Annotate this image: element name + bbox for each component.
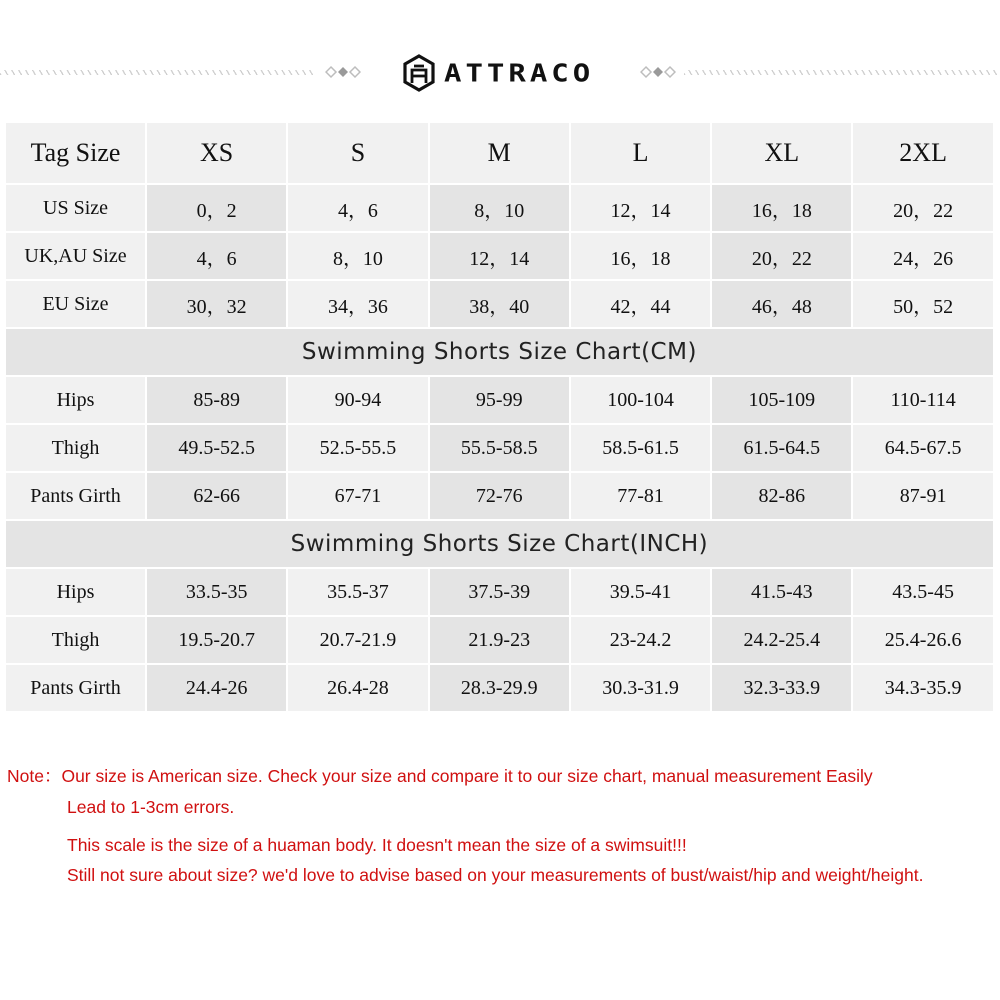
cell: 58.5-61.5: [570, 424, 711, 472]
note-line-4: Still not sure about size? we'd love to advise based on your measurements of bust/waist/hip and weight/height.: [67, 865, 924, 885]
cell: 105-109: [711, 376, 852, 424]
tag-size-header-row: [5, 122, 994, 184]
cell: 24.2-25.4: [711, 616, 852, 664]
cell: 38，40: [429, 280, 570, 328]
row-label: Thigh: [5, 424, 146, 472]
cell: 77-81: [570, 472, 711, 520]
cell: 46，48: [711, 280, 852, 328]
size-header-xl: XL: [711, 122, 852, 184]
cell: 30，32: [146, 280, 287, 328]
section-title: Swimming Shorts Size Chart(INCH): [5, 520, 994, 568]
cell: 34.3-35.9: [852, 664, 993, 712]
cell: 8，10: [287, 232, 428, 280]
row-label: Pants Girth: [5, 664, 146, 712]
cell: 64.5-67.5: [852, 424, 993, 472]
cell: 25.4-26.6: [852, 616, 993, 664]
uk-au-size-row: [5, 232, 994, 280]
cell: 0，2: [146, 184, 287, 232]
brand-name: ATTRACO: [444, 58, 595, 88]
note-line-3: This scale is the size of a huaman body. It doesn't mean the size of a swimsuit!!!: [67, 835, 687, 855]
cell: 49.5-52.5: [146, 424, 287, 472]
cell: 20，22: [852, 184, 993, 232]
diamond-ornament-right-icon: [640, 65, 676, 79]
cell: 24.4-26: [146, 664, 287, 712]
cm-hips-row: [5, 376, 994, 424]
size-header-2xl: 2XL: [852, 122, 993, 184]
cell: 23-24.2: [570, 616, 711, 664]
cell: 19.5-20.7: [146, 616, 287, 664]
cell: 26.4-28: [287, 664, 428, 712]
row-label: Thigh: [5, 616, 146, 664]
cell: 30.3-31.9: [570, 664, 711, 712]
row-label: US Size: [5, 184, 146, 232]
cell: 50，52: [852, 280, 993, 328]
row-label: Pants Girth: [5, 472, 146, 520]
cell: 37.5-39: [429, 568, 570, 616]
cell: 39.5-41: [570, 568, 711, 616]
cell: 110-114: [852, 376, 993, 424]
cell: 55.5-58.5: [429, 424, 570, 472]
cell: 12，14: [570, 184, 711, 232]
cell: 52.5-55.5: [287, 424, 428, 472]
inch-hips-row: [5, 568, 994, 616]
row-label: Hips: [5, 376, 146, 424]
size-header-l: L: [570, 122, 711, 184]
row-label: EU Size: [5, 280, 146, 328]
inch-thigh-row: [5, 616, 994, 664]
decorative-hatch-left: [0, 70, 316, 75]
cell: 16，18: [570, 232, 711, 280]
cell: 95-99: [429, 376, 570, 424]
inch-pants-girth-row: [5, 664, 994, 712]
cm-pants-girth-row: [5, 472, 994, 520]
row-label: Hips: [5, 568, 146, 616]
cell: 34，36: [287, 280, 428, 328]
cell: 33.5-35: [146, 568, 287, 616]
section-header-cm: [5, 328, 994, 376]
decorative-hatch-right: [684, 70, 1000, 75]
cell: 61.5-64.5: [711, 424, 852, 472]
section-title: Swimming Shorts Size Chart(CM): [5, 328, 994, 376]
cell: 82-86: [711, 472, 852, 520]
size-header-m: M: [429, 122, 570, 184]
section-header-inch: [5, 520, 994, 568]
us-size-row: [5, 184, 994, 232]
brand-logo: [402, 53, 594, 93]
cell: 43.5-45: [852, 568, 993, 616]
cell: 21.9-23: [429, 616, 570, 664]
cell: 8，10: [429, 184, 570, 232]
cell: 100-104: [570, 376, 711, 424]
cell: 32.3-33.9: [711, 664, 852, 712]
size-header-xs: XS: [146, 122, 287, 184]
cell: 42，44: [570, 280, 711, 328]
cell: 4，6: [287, 184, 428, 232]
cell: 62-66: [146, 472, 287, 520]
cell: 72-76: [429, 472, 570, 520]
cell: 28.3-29.9: [429, 664, 570, 712]
hexagon-a-logo-icon: [402, 54, 436, 92]
size-header-s: S: [287, 122, 428, 184]
cell: 20.7-21.9: [287, 616, 428, 664]
cell: 24，26: [852, 232, 993, 280]
row-label: UK,AU Size: [5, 232, 146, 280]
cell: 20，22: [711, 232, 852, 280]
cell: 16，18: [711, 184, 852, 232]
cell: 87-91: [852, 472, 993, 520]
cell: 67-71: [287, 472, 428, 520]
cell: 12，14: [429, 232, 570, 280]
cell: 90-94: [287, 376, 428, 424]
size-chart-table: [4, 121, 995, 713]
cell: 41.5-43: [711, 568, 852, 616]
diamond-ornament-left-icon: [325, 65, 361, 79]
cell: 35.5-37: [287, 568, 428, 616]
eu-size-row: [5, 280, 994, 328]
cell: 4，6: [146, 232, 287, 280]
cm-thigh-row: [5, 424, 994, 472]
note-line-1: Note：Our size is American size. Check your size and compare it to our size chart, manual measurement Easily: [7, 766, 873, 786]
cell: 85-89: [146, 376, 287, 424]
note-line-2: Lead to 1-3cm errors.: [67, 797, 235, 817]
header-label: Tag Size: [5, 122, 146, 184]
